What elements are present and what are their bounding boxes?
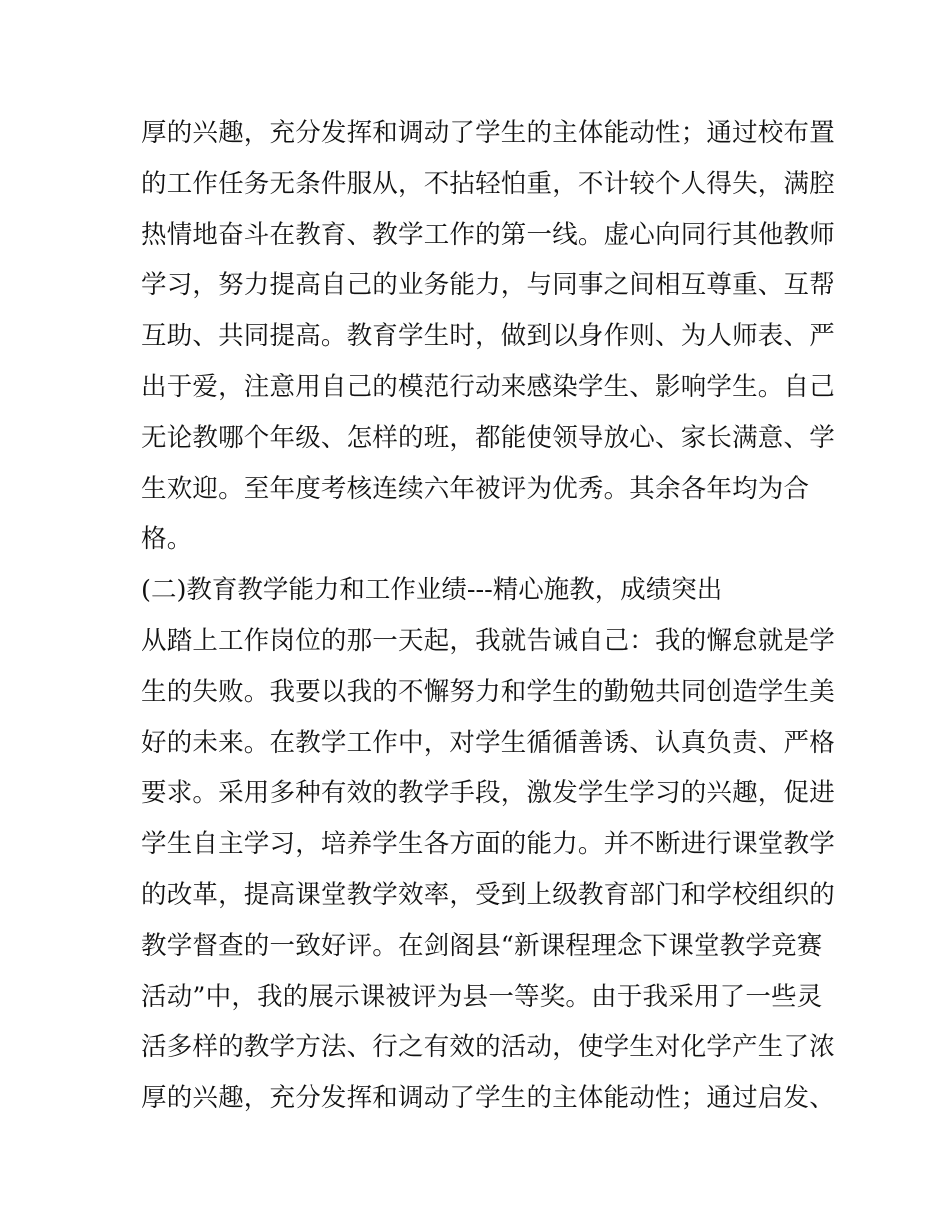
document-body <box>141 108 835 1124</box>
text-line: 生欢迎。至年度考核连续六年被评为优秀。其余各年均为合 <box>141 473 810 504</box>
text-line: 的改革，提高课堂教学效率，受到上级教育部门和学校组织的 <box>141 879 835 910</box>
text-line: 的工作任务无条件服从，不拈轻怕重，不计较个人得失，满腔 <box>141 168 835 199</box>
text-line: 活多样的教学方法、行之有效的活动，使学生对化学产生了浓 <box>141 1032 835 1063</box>
text-line: 生的失败。我要以我的不懈努力和学生的勤勉共同创造学生美 <box>141 676 835 707</box>
text-line: 厚的兴趣，充分发挥和调动了学生的主体能动性；通过启发、 <box>141 1083 835 1114</box>
text-line: 出于爱，注意用自己的模范行动来感染学生、影响学生。自己 <box>141 371 835 402</box>
text-line: 活动”中，我的展示课被评为县一等奖。由于我采用了一些灵 <box>141 981 823 1012</box>
text-line: 厚的兴趣，充分发挥和调动了学生的主体能动性；通过校布置 <box>141 118 835 148</box>
text-line: 热情地奋斗在教育、教学工作的第一线。虚心向同行其他教师 <box>141 219 835 250</box>
text-line: 好的未来。在教学工作中，对学生循循善诱、认真负责、严格 <box>141 727 835 758</box>
text-line: 要求。采用多种有效的教学手段，激发学生学习的兴趣，促进 <box>141 778 835 809</box>
text-line: 教学督查的一致好评。在剑阁县“新课程理念下课堂教学竞赛 <box>141 930 823 961</box>
text-line: 从踏上工作岗位的那一天起，我就告诫自己：我的懈怠就是学 <box>141 625 835 656</box>
section-heading: (二)教育教学能力和工作业绩---精心施教，成绩突出 <box>141 575 723 606</box>
text-line: 互助、共同提高。教育学生时，做到以身作则、为人师表、严 <box>141 321 835 352</box>
text-line: 学生自主学习，培养学生各方面的能力。并不断进行课堂教学 <box>141 829 835 860</box>
text-line: 学习，努力提高自己的业务能力，与同事之间相互尊重、互帮 <box>141 270 835 301</box>
text-line: 无论教哪个年级、怎样的班，都能使领导放心、家长满意、学 <box>141 422 835 453</box>
text-line: 格。 <box>141 524 193 555</box>
